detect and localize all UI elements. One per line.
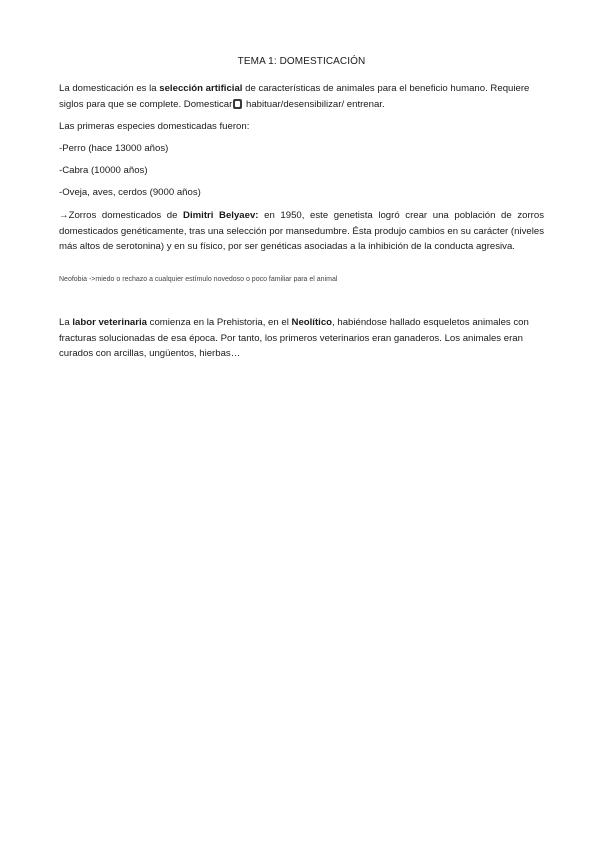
text: comienza en la Prehistoria, en el (147, 317, 292, 328)
page-title: TEMA 1: DOMESTICACIÓN (237, 56, 366, 67)
footnote-neofobia: Neofobia ->miedo o rechazo a cualquier estímulo novedoso o poco familiar para el animal (59, 276, 338, 283)
paragraph-veterinary (59, 315, 544, 362)
bold-term: Neolítico (291, 317, 333, 328)
missing-glyph-icon (233, 99, 242, 109)
paragraph-species-intro: Las primeras especies domesticadas fueron: (59, 121, 250, 132)
bold-term: labor veterinaria (72, 317, 147, 328)
bold-term: Dimitri Belyaev: (183, 210, 259, 221)
text: de características de animales para el beneficio humano. Requiere siglos para que se complete. Domesticar (59, 83, 530, 110)
list-item: -Oveja, aves, cerdos (9000 años) (59, 187, 201, 198)
paragraph-definition (59, 81, 544, 112)
list-item: -Perro (hace 13000 años) (59, 143, 169, 154)
text: en 1950, este genetista logró crear una población de zorros domesticados genéticamente, tras una selección por mansedumbre. Ésta produjo cambios en su carácter (niveles más altos de serotonina) y en su físico, por ser genéticas asociadas a la inhibición de la conducta agresiva. (59, 210, 544, 252)
text: habituar/desensibilizar/ entrenar. (243, 98, 385, 110)
text: , habiéndose hallado esqueletos animales con fracturas solucionadas de esa época. Por tanto, los primeros veterinarios eran ganaderos. Los animales eran curados con arcillas, ungüentos, hierbas… (59, 317, 529, 359)
right-arrow-icon: → (59, 210, 69, 221)
bold-term: selección artificial (159, 83, 243, 94)
paragraph-belyaev (59, 208, 544, 255)
text: Zorros domesticados de (68, 210, 184, 221)
text: La domesticación es la (59, 83, 160, 94)
text: La (59, 317, 73, 328)
list-item: -Cabra (10000 años) (59, 165, 148, 176)
